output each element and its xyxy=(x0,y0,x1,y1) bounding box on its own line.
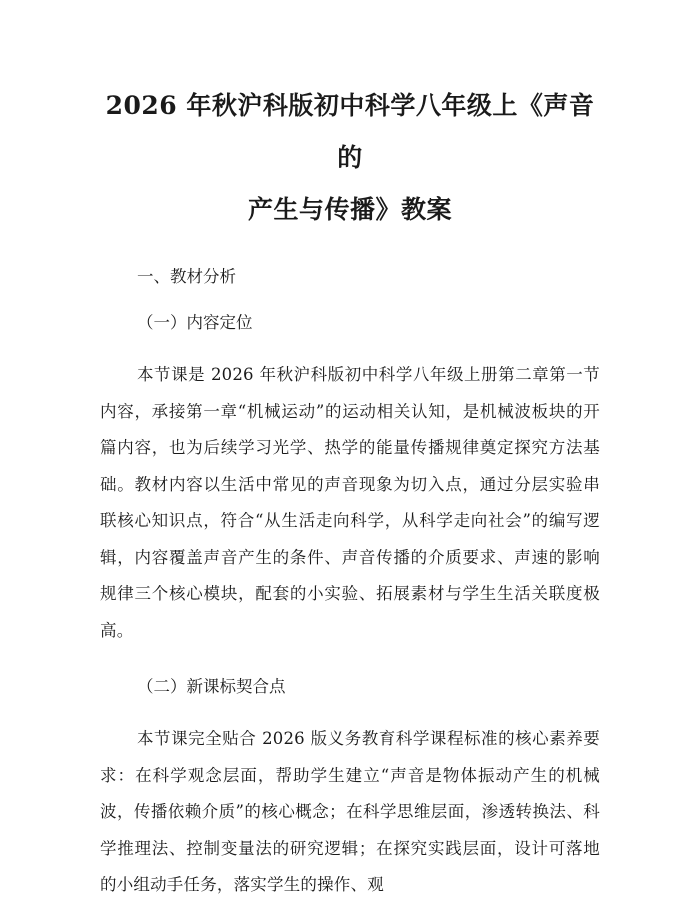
paragraph-curriculum-fit: 本节课完全贴合 2026 版义务教育科学课程标准的核心素养要求：在科学观念层面，帮助学生建立“声音是物体振动产生的机械波，传播依赖介质”的核心概念；在科学思维层面，渗透转换法、科学推理法、控制变量法的研究逻辑；在探究实践层面，设计可落地的小组动手任务，落实学生的操作、观 xyxy=(100,729,600,894)
document-title xyxy=(100,0,600,236)
title-line-2: 产生与传播》教案 xyxy=(247,195,452,224)
paragraph-content-position: 本节课是 2026 年秋沪科版初中科学八年级上册第二章第一节内容，承接第一章“机械运动”的运动相关认知，是机械波板块的开篇内容，也为后续学习光学、热学的能量传播规律奠定探究方法基础。教材内容以生活中常见的声音现象为切入点，通过分层实验串联核心知识点，符合“从生活走向科学，从科学走向社会”的编写逻辑，内容覆盖声音产生的条件、声音传播的介质要求、声速的影响规律三个核心模块，配套的小实验、拓展素材与学生生活关联度极高。 xyxy=(100,365,600,640)
section-heading-textbook-analysis: 一、教材分析 xyxy=(137,267,236,286)
title-line-1: 2026 年秋沪科版初中科学八年级上《声音的 xyxy=(105,91,595,172)
subsection-heading-content-position: （一）内容定位 xyxy=(137,313,253,332)
subsection-heading-curriculum-fit: （二）新课标契合点 xyxy=(137,677,286,696)
